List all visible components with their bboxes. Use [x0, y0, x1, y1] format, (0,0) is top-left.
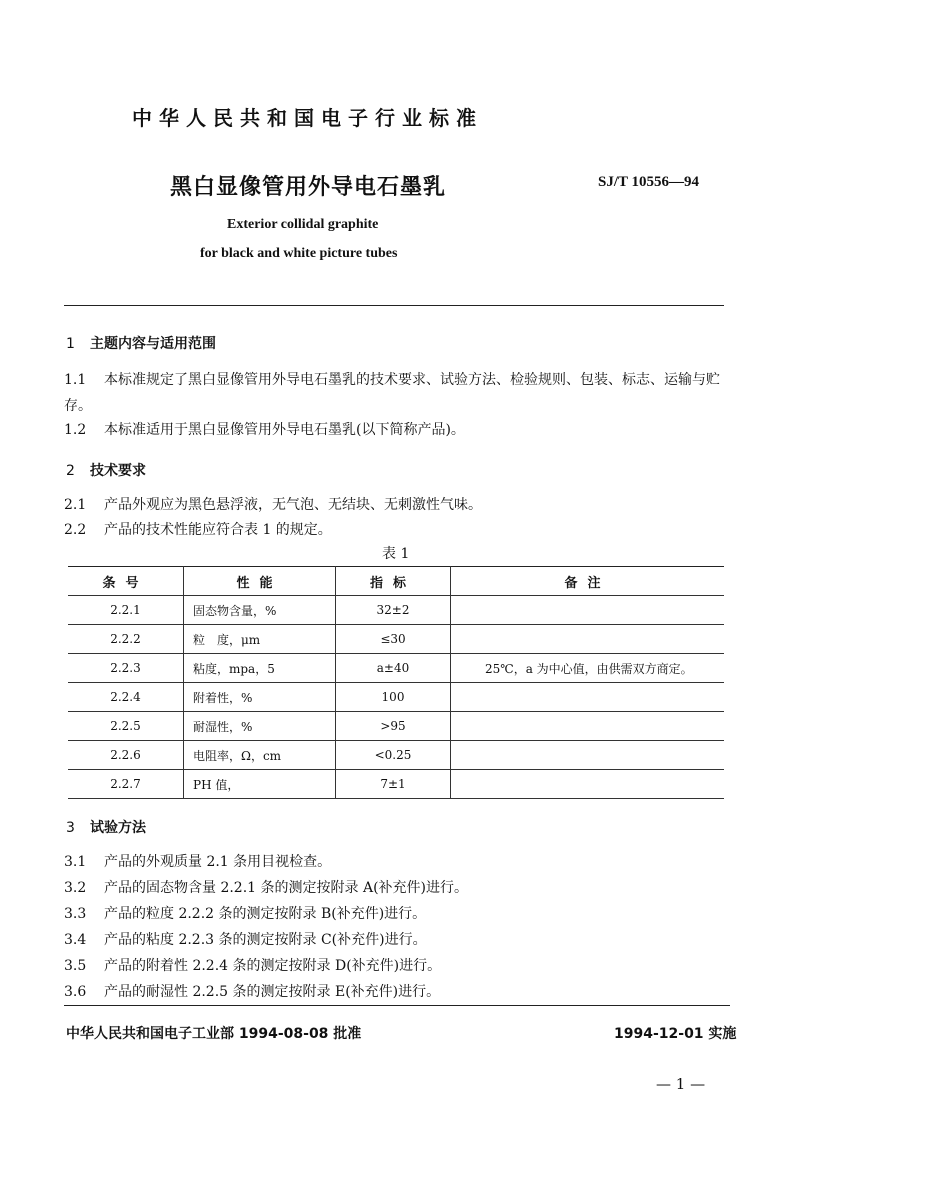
effective-date: 1994-12-01 实施	[614, 1026, 737, 1042]
footer-divider	[64, 1005, 730, 1006]
clause-number: 3.2	[64, 880, 87, 896]
cell-value: >95	[336, 712, 451, 741]
cell-property: 耐湿性，%	[184, 712, 336, 741]
english-title-line-2: for black and white picture tubes	[200, 246, 398, 261]
cell-value: 32±2	[336, 596, 451, 625]
clause-2-1-number: 2.1	[64, 497, 87, 513]
clause-number: 3.5	[64, 958, 87, 974]
header-remarks: 备注	[451, 567, 725, 596]
list-item	[64, 875, 468, 901]
cell-clause: 2.2.2	[68, 625, 184, 654]
cell-value: <0.25	[336, 741, 451, 770]
issuing-organization: 中华人民共和国电子行业标准	[132, 106, 483, 130]
clause-text: 产品的耐湿性 2.2.5 条的测定按附录 E(补充件)进行。	[104, 984, 441, 1000]
standard-code: SJ/T 10556—94	[598, 174, 699, 190]
clause-2-2-number: 2.2	[64, 522, 87, 538]
cell-remark	[451, 683, 725, 712]
cell-remark: 25℃，a 为中心值，由供需双方商定。	[451, 654, 725, 683]
clause-number: 3.3	[64, 906, 87, 922]
clause-text: 产品的粘度 2.2.3 条的测定按附录 C(补充件)进行。	[104, 932, 427, 948]
clause-number: 3.1	[64, 854, 87, 870]
cell-remark	[451, 596, 725, 625]
cell-clause: 2.2.1	[68, 596, 184, 625]
section-1-title: 主题内容与适用范围	[90, 336, 216, 352]
table-row	[68, 741, 724, 770]
section-3-heading	[66, 817, 146, 837]
clause-text: 产品的粒度 2.2.2 条的测定按附录 B(补充件)进行。	[104, 906, 427, 922]
spec-table	[68, 566, 724, 799]
approval-statement: 中华人民共和国电子工业部 1994-08-08 批准	[66, 1026, 362, 1042]
list-item	[64, 849, 468, 875]
document-title: 黑白显像管用外导电石墨乳	[170, 175, 447, 200]
clause-1-1-text: 本标准规定了黑白显像管用外导电石墨乳的技术要求、试验方法、检验规则、包装、标志、运输与贮存。	[64, 372, 720, 414]
cell-property: 粘度，mpa，5	[184, 654, 336, 683]
section-3-number: 3	[66, 820, 75, 836]
cell-value: ≤30	[336, 625, 451, 654]
cell-value: 7±1	[336, 770, 451, 799]
clause-number: 3.6	[64, 984, 87, 1000]
table-header-row	[68, 567, 724, 596]
section-1-heading	[66, 333, 216, 353]
cell-clause: 2.2.3	[68, 654, 184, 683]
cell-value: a±40	[336, 654, 451, 683]
header-divider	[64, 305, 724, 306]
section-1-number: 1	[66, 336, 75, 352]
test-method-list	[64, 849, 468, 1005]
cell-remark	[451, 770, 725, 799]
clause-1-2-text: 本标准适用于黑白显像管用外导电石墨乳(以下简称产品)。	[104, 422, 465, 438]
cell-property: 附着性，%	[184, 683, 336, 712]
table-row	[68, 683, 724, 712]
cell-property: 粒 度，μm	[184, 625, 336, 654]
clause-1-1-number: 1.1	[64, 372, 87, 388]
table-row	[68, 770, 724, 799]
cell-clause: 2.2.7	[68, 770, 184, 799]
list-item	[64, 927, 468, 953]
english-title-line-1: Exterior collidal graphite	[227, 217, 379, 232]
section-2-number: 2	[66, 463, 75, 479]
clause-2-2-text: 产品的技术性能应符合表 1 的规定。	[104, 522, 332, 538]
clause-1-2	[64, 417, 465, 443]
cell-clause: 2.2.6	[68, 741, 184, 770]
clause-1-1	[64, 367, 728, 419]
cell-property: 电阻率，Ω，cm	[184, 741, 336, 770]
cell-remark	[451, 741, 725, 770]
list-item	[64, 953, 468, 979]
section-3-title: 试验方法	[90, 820, 146, 836]
clause-number: 3.4	[64, 932, 87, 948]
list-item	[64, 901, 468, 927]
table-row	[68, 712, 724, 741]
table-row	[68, 625, 724, 654]
cell-property: PH 值，	[184, 770, 336, 799]
cell-value: 100	[336, 683, 451, 712]
header-property: 性能	[184, 567, 336, 596]
cell-remark	[451, 625, 725, 654]
section-2-heading	[66, 460, 146, 480]
header-clause-no: 条号	[68, 567, 184, 596]
clause-text: 产品的固态物含量 2.2.1 条的测定按附录 A(补充件)进行。	[104, 880, 469, 896]
cell-property: 固态物含量，%	[184, 596, 336, 625]
table-caption: 表 1	[382, 546, 410, 562]
table-row	[68, 596, 724, 625]
clause-1-2-number: 1.2	[64, 422, 87, 438]
cell-clause: 2.2.5	[68, 712, 184, 741]
table-row	[68, 654, 724, 683]
clause-text: 产品的附着性 2.2.4 条的测定按附录 D(补充件)进行。	[104, 958, 442, 974]
cell-remark	[451, 712, 725, 741]
page-number: — 1 —	[656, 1075, 706, 1093]
header-value: 指标	[336, 567, 451, 596]
list-item	[64, 979, 468, 1005]
clause-text: 产品的外观质量 2.1 条用目视检查。	[104, 854, 332, 870]
section-2-title: 技术要求	[90, 463, 146, 479]
clause-2-2	[64, 517, 332, 543]
cell-clause: 2.2.4	[68, 683, 184, 712]
clause-2-1	[64, 492, 482, 518]
clause-2-1-text: 产品外观应为黑色悬浮液，无气泡、无结块、无刺激性气味。	[104, 497, 482, 513]
